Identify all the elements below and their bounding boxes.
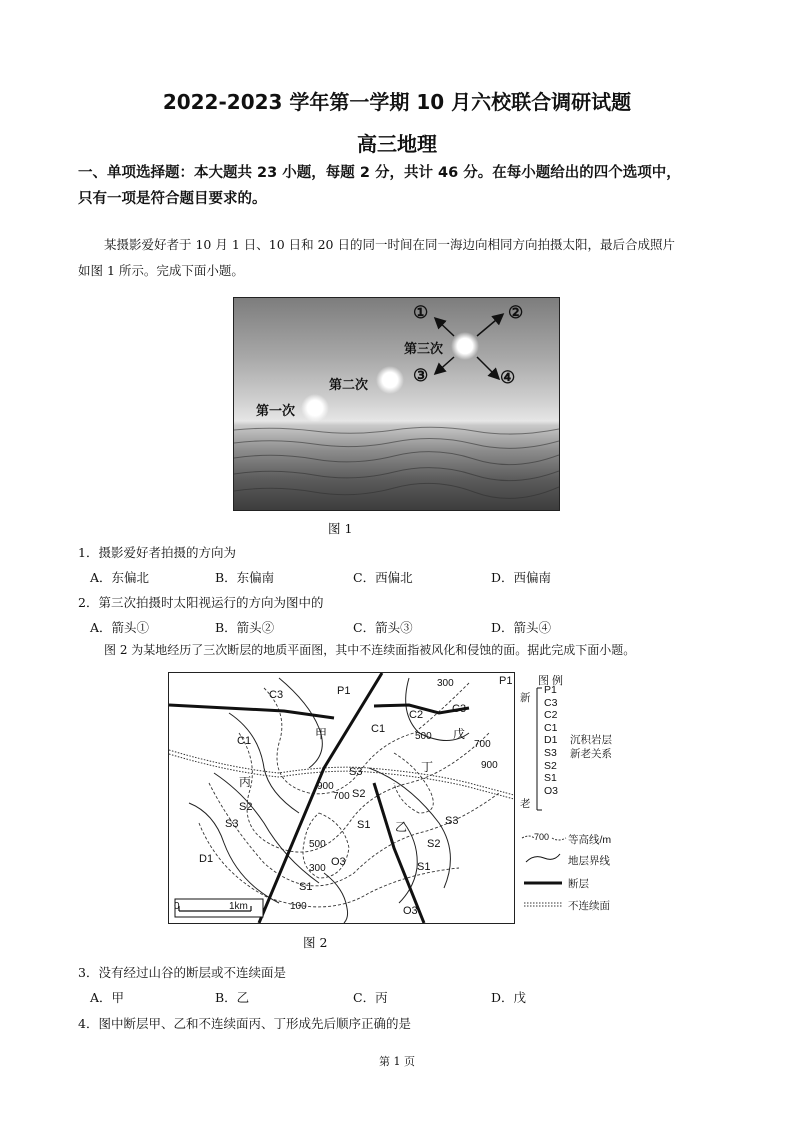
q3-option-c: C．丙 [353,990,388,1005]
stratum-label: S1 [417,861,431,873]
legend-old: 老 [520,798,531,810]
legend-stratum: P1 [544,684,557,696]
scale-unit: 1km [229,901,248,912]
q1-option-b: B．东偏南 [215,570,275,585]
stratum-label: S3 [349,766,363,778]
faults [169,673,469,923]
stratum-label: P1 [499,675,513,687]
stratum-label: P1 [337,685,351,697]
stratum-label: C3 [269,689,284,701]
point-bing: 丙 [239,775,252,789]
stratum-label: S1 [357,819,371,831]
arrow-2 [477,315,502,336]
label-third: 第三次 [404,342,444,357]
fault-north [169,705,334,718]
legend-symbols [520,832,568,912]
legend-stratum: O3 [544,784,559,797]
legend-stratum: S1 [544,772,557,785]
figure-2-map [168,672,515,924]
q2-option-a: A．箭头① [90,620,150,635]
question-2-stem: 2．第三次拍摄时太阳视运行的方向为图中的 [78,595,324,610]
stratum-label: O3 [331,856,346,868]
page-number: 第 1 页 [379,1055,415,1068]
sun-second [376,366,404,394]
stratum-label: C1 [371,723,386,735]
legend-title: 图 例 [538,675,564,687]
intro-1-line-2: 如图 1 所示。完成下面小题。 [78,263,244,278]
legend-unconformity: 不连续面 [568,900,610,912]
legend-contour: 等高线/m [568,834,612,846]
legend-stratum: C1 [544,721,558,734]
legend-strata-note-1: 沉积岩层 [570,734,612,746]
legend-strata-list [544,684,558,797]
section-line-2: 只有一项是符合题目要求的。 [78,191,267,207]
stratum-boundaries [189,678,469,923]
legend-boundary: 地层界线 [568,855,610,867]
q1-option-d: D．西偏南 [491,570,552,585]
legend-stratum: C2 [544,709,558,722]
legend-strata-note-2: 新老关系 [570,748,612,760]
legend-stratum: D1 [544,734,558,747]
stratum-label: S3 [225,818,239,830]
question-1-stem: 1．摄影爱好者拍摄的方向为 [78,545,236,560]
sun-third [451,332,479,360]
legend-stratum: S3 [544,746,557,759]
legend-contour-sample: 700 [534,832,550,842]
legend-age-bracket [532,686,542,812]
intro-1-line-1: 某摄影爱好者于 10 月 1 日、10 日和 20 日的同一时间在同一海边向相同方向拍摄太阳，最后合成照片 [104,237,675,252]
map-legend [520,672,630,912]
q1-option-a: A．东偏北 [90,570,150,585]
section-line-1: 一、单项选择题：本大题共 23 小题，每题 2 分，共计 46 分。在每小题给出的四个选项中， [78,165,681,181]
figure-2-caption: 图 2 [303,935,328,950]
scale-zero: 0 [174,901,180,912]
q3-option-a: A．甲 [90,990,125,1005]
arrow-3 [436,357,454,373]
figure-1-photo [233,297,560,511]
question-3-stem: 3．没有经过山谷的断层或不连续面是 [78,965,286,980]
q2-option-c: C．箭头③ [353,620,413,635]
contour-label: 500 [309,839,326,850]
contour-label: 700 [333,791,350,802]
point-wu: 戊 [453,727,466,741]
legend-new: 新 [520,692,531,704]
contour-label: 500 [415,731,432,742]
subject-title: 高三地理 [357,132,437,156]
stratum-label: S2 [427,838,441,850]
q3-option-b: B．乙 [215,990,250,1005]
question-4-stem: 4．图中断层甲、乙和不连续面丙、丁形成先后顺序正确的是 [78,1016,411,1031]
section-heading [78,160,728,212]
stratum-label: C2 [409,709,424,721]
label-second: 第二次 [329,378,369,393]
stratum-label: O3 [403,905,418,917]
exam-title: 2022-2023 学年第一学期 10 月六校联合调研试题 [162,90,632,114]
scale-bar [175,899,263,917]
q1-option-c: C．西偏北 [353,570,413,585]
stratum-label: S2 [239,801,253,813]
contour-label: 300 [437,678,454,689]
contour-label: 700 [474,739,491,750]
point-jia: 甲 [315,727,328,741]
sea-waves [234,427,559,498]
arrow-label-2: ② [508,303,524,323]
point-yi: 乙 [395,820,408,834]
q2-option-b: B．箭头② [215,620,275,635]
arrow-label-1: ① [413,303,429,323]
arrow-label-3: ③ [413,366,429,386]
contour-label: 900 [481,760,498,771]
contour-label: 900 [317,781,334,792]
stratum-label: S3 [445,815,459,827]
contour-label: 300 [309,863,326,874]
q3-option-d: D．戊 [491,990,527,1005]
stratum-label: C1 [237,735,252,747]
legend-stratum: C3 [544,696,558,709]
q2-option-d: D．箭头④ [491,620,552,635]
stratum-label: C3 [452,703,467,715]
legend-fault: 断层 [568,878,589,890]
stratum-label: S1 [299,881,313,893]
arrow-1 [436,319,454,336]
arrow-4 [477,357,498,378]
intro-paragraph-1 [78,232,728,284]
stratum-label: S2 [352,788,366,800]
stratum-label: D1 [199,853,214,865]
sun-first [301,394,329,422]
point-ding: 丁 [421,760,434,774]
figure-1-caption: 图 1 [328,521,353,536]
legend-stratum: S2 [544,759,557,772]
arrow-label-4: ④ [500,368,516,388]
contour-label: 100 [290,901,307,912]
label-first: 第一次 [256,404,296,419]
intro-paragraph-2: 图 2 为某地经历了三次断层的地质平面图，其中不连续面指被风化和侵蚀的面。据此完成下面小题。 [104,643,636,657]
